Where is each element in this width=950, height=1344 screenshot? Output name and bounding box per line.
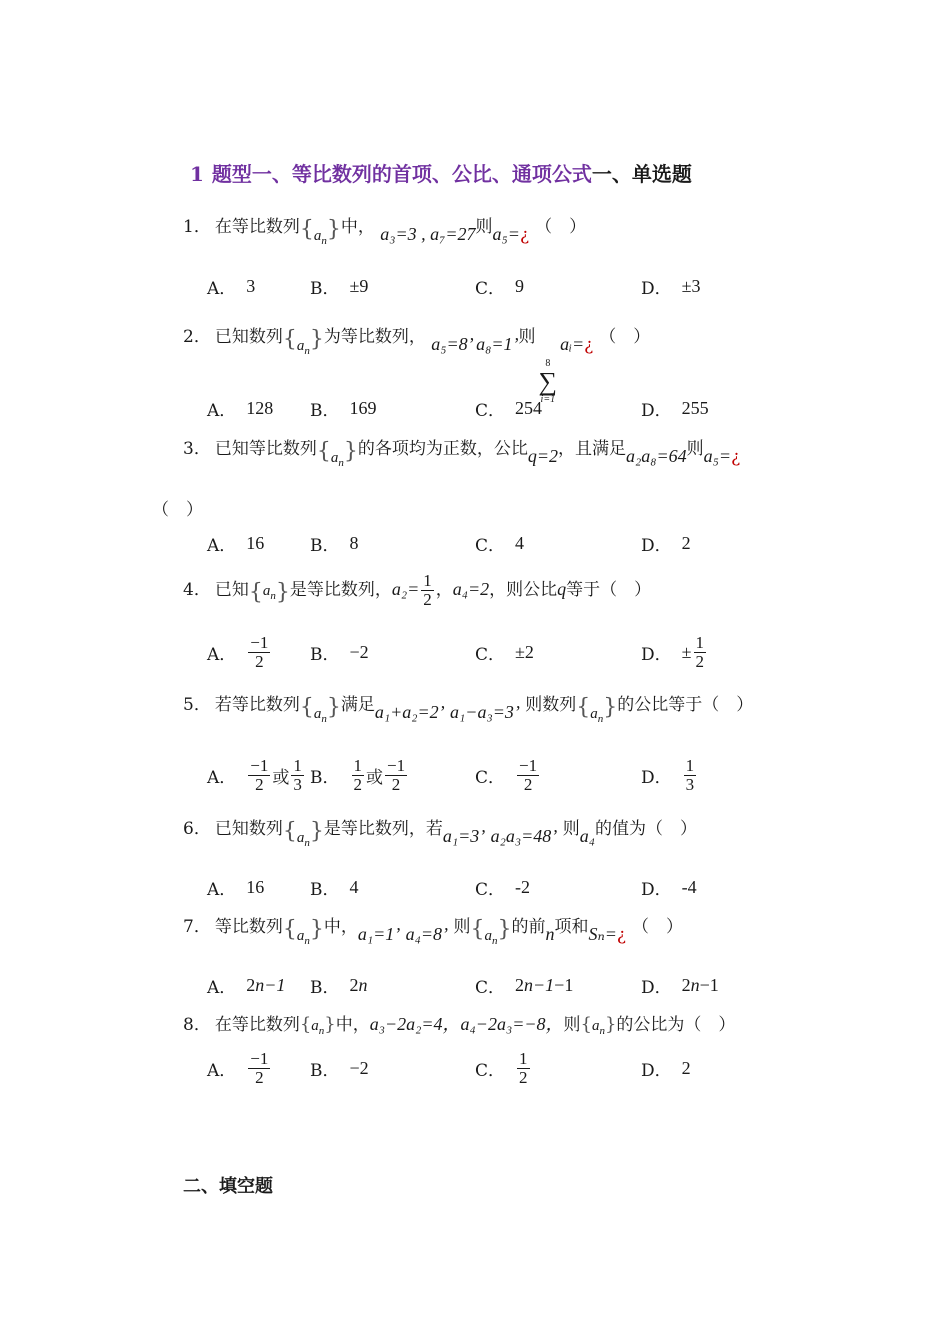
sum-symbol: 8 ∑ i=1 bbox=[538, 358, 558, 405]
q8-option-b[interactable]: B． −2 bbox=[310, 1057, 369, 1081]
q8-options bbox=[207, 1048, 767, 1088]
q7-option-c[interactable]: C． 2 n−1 −1 bbox=[475, 974, 574, 998]
q5-options bbox=[207, 755, 767, 795]
q1-option-d[interactable]: D． ±3 bbox=[641, 275, 701, 299]
q6-option-a[interactable]: A． 16 bbox=[207, 876, 265, 900]
q3-option-a[interactable]: A． 16 bbox=[207, 532, 265, 556]
q6-option-b[interactable]: B． 4 bbox=[310, 876, 359, 900]
q3-options bbox=[207, 523, 767, 563]
section-2-heading: 二、填空题 bbox=[183, 1176, 273, 1197]
question-8: 8． 在等比数列$\{a_n\}$中，a₃−2a₂=4，a₄−2a₃=−8，则$\{a_n\}$的公比为（ ） bbox=[183, 1014, 736, 1037]
q3-option-d[interactable]: D． 2 bbox=[641, 532, 691, 556]
q2-options bbox=[207, 388, 767, 428]
question-2: 2． 已知数列$\{a_n\}$为等比数列， a₅=8’ a₈=1’则 8 ∑ i=1 aᵢ=¿ （ ） bbox=[183, 327, 651, 405]
title-number: 1 bbox=[190, 162, 204, 186]
q1-options bbox=[207, 266, 767, 306]
q3-option-c[interactable]: C． 4 bbox=[475, 532, 525, 556]
q4-option-b[interactable]: B． −2 bbox=[310, 641, 369, 665]
question-3: 3． 已知等比数列$\{a_n\}$的各项均为正数，公比q=2，且满足a₂a₈=64则a₅=¿ bbox=[183, 439, 741, 469]
title-section: 一、单选题 bbox=[591, 162, 692, 186]
q2-option-c[interactable]: C． 254 bbox=[475, 397, 543, 421]
q4-options bbox=[207, 632, 767, 672]
q5-option-d[interactable]: D． $\frac{1}{3}$ bbox=[641, 755, 695, 794]
q1-option-b[interactable]: B． ±9 bbox=[310, 275, 369, 299]
q6-option-d[interactable]: D． -4 bbox=[641, 876, 697, 900]
q7-option-a[interactable]: A． 2 n−1 bbox=[207, 974, 286, 998]
q5-option-b[interactable]: B． $\frac{1}{2}$ 或 $\frac{-1}{2}$ bbox=[310, 755, 406, 794]
question-4: 4． 已知$\{a_n\}$是等比数列，a₂= $\frac{1}{2}$ ，a₄=2，则公比q等于（ ） bbox=[183, 571, 652, 609]
q1-option-a[interactable]: A． 3 bbox=[207, 275, 256, 299]
q7-option-d[interactable]: D． 2 n −1 bbox=[641, 974, 719, 998]
question-5: 5． 若等比数列$\{a_n\}$满足a₁+a₂=2’ a₁−a₃=3’ 则数列$\{a_n\}$的公比等于（ ） bbox=[183, 695, 754, 725]
question-1: 1． 在等比数列$\{a_n\}$中， a₃=3 , a₇=27则a₅=¿ （ ） bbox=[183, 217, 587, 247]
q2-option-b[interactable]: B． 169 bbox=[310, 397, 377, 421]
q4-option-c[interactable]: C． ±2 bbox=[475, 641, 534, 665]
q6-option-c[interactable]: C． -2 bbox=[475, 876, 531, 900]
q8-option-a[interactable]: A． $\frac{-1}{2}$ bbox=[207, 1048, 269, 1087]
q8-option-d[interactable]: D． 2 bbox=[641, 1057, 691, 1081]
q4-option-a[interactable]: A． $\frac{-1}{2}$ bbox=[207, 632, 269, 671]
q1-option-c[interactable]: C． 9 bbox=[475, 275, 525, 299]
q6-options bbox=[207, 867, 767, 907]
q7-option-b[interactable]: B． 2 n bbox=[310, 974, 368, 998]
q4-option-d[interactable]: D． ± $\frac{1}{2}$ bbox=[641, 632, 705, 671]
q2-option-d[interactable]: D． 255 bbox=[641, 397, 709, 421]
question-7: 7． 等比数列$\{a_n\}$中，a₁=1’ a₄=8’ 则$\{a_n\}$的前n项和Sₙ=¿ （ ） bbox=[183, 917, 684, 947]
q5-option-a[interactable]: A． $\frac{-1}{2}$ 或 $\frac{1}{3}$ bbox=[207, 755, 302, 794]
title-topic: 题型一、等比数列的首项、公比、通项公式 bbox=[211, 162, 592, 186]
q2-option-a[interactable]: A． 128 bbox=[207, 397, 274, 421]
question-6: 6． 已知数列$\{a_n\}$是等比数列，若a₁=3’ a₂a₃=48’ 则a₄的值为（ ） bbox=[183, 819, 697, 849]
q8-option-c[interactable]: C． $\frac{1}{2}$ bbox=[475, 1048, 528, 1087]
q5-option-c[interactable]: C． $\frac{-1}{2}$ bbox=[475, 755, 538, 794]
q7-options bbox=[207, 965, 767, 1005]
q1-given: a₃=3 , a₇=27 bbox=[380, 224, 476, 244]
page-title bbox=[190, 158, 692, 187]
q3-option-b[interactable]: B． 8 bbox=[310, 532, 359, 556]
q3-paren: （ ） bbox=[152, 500, 203, 520]
